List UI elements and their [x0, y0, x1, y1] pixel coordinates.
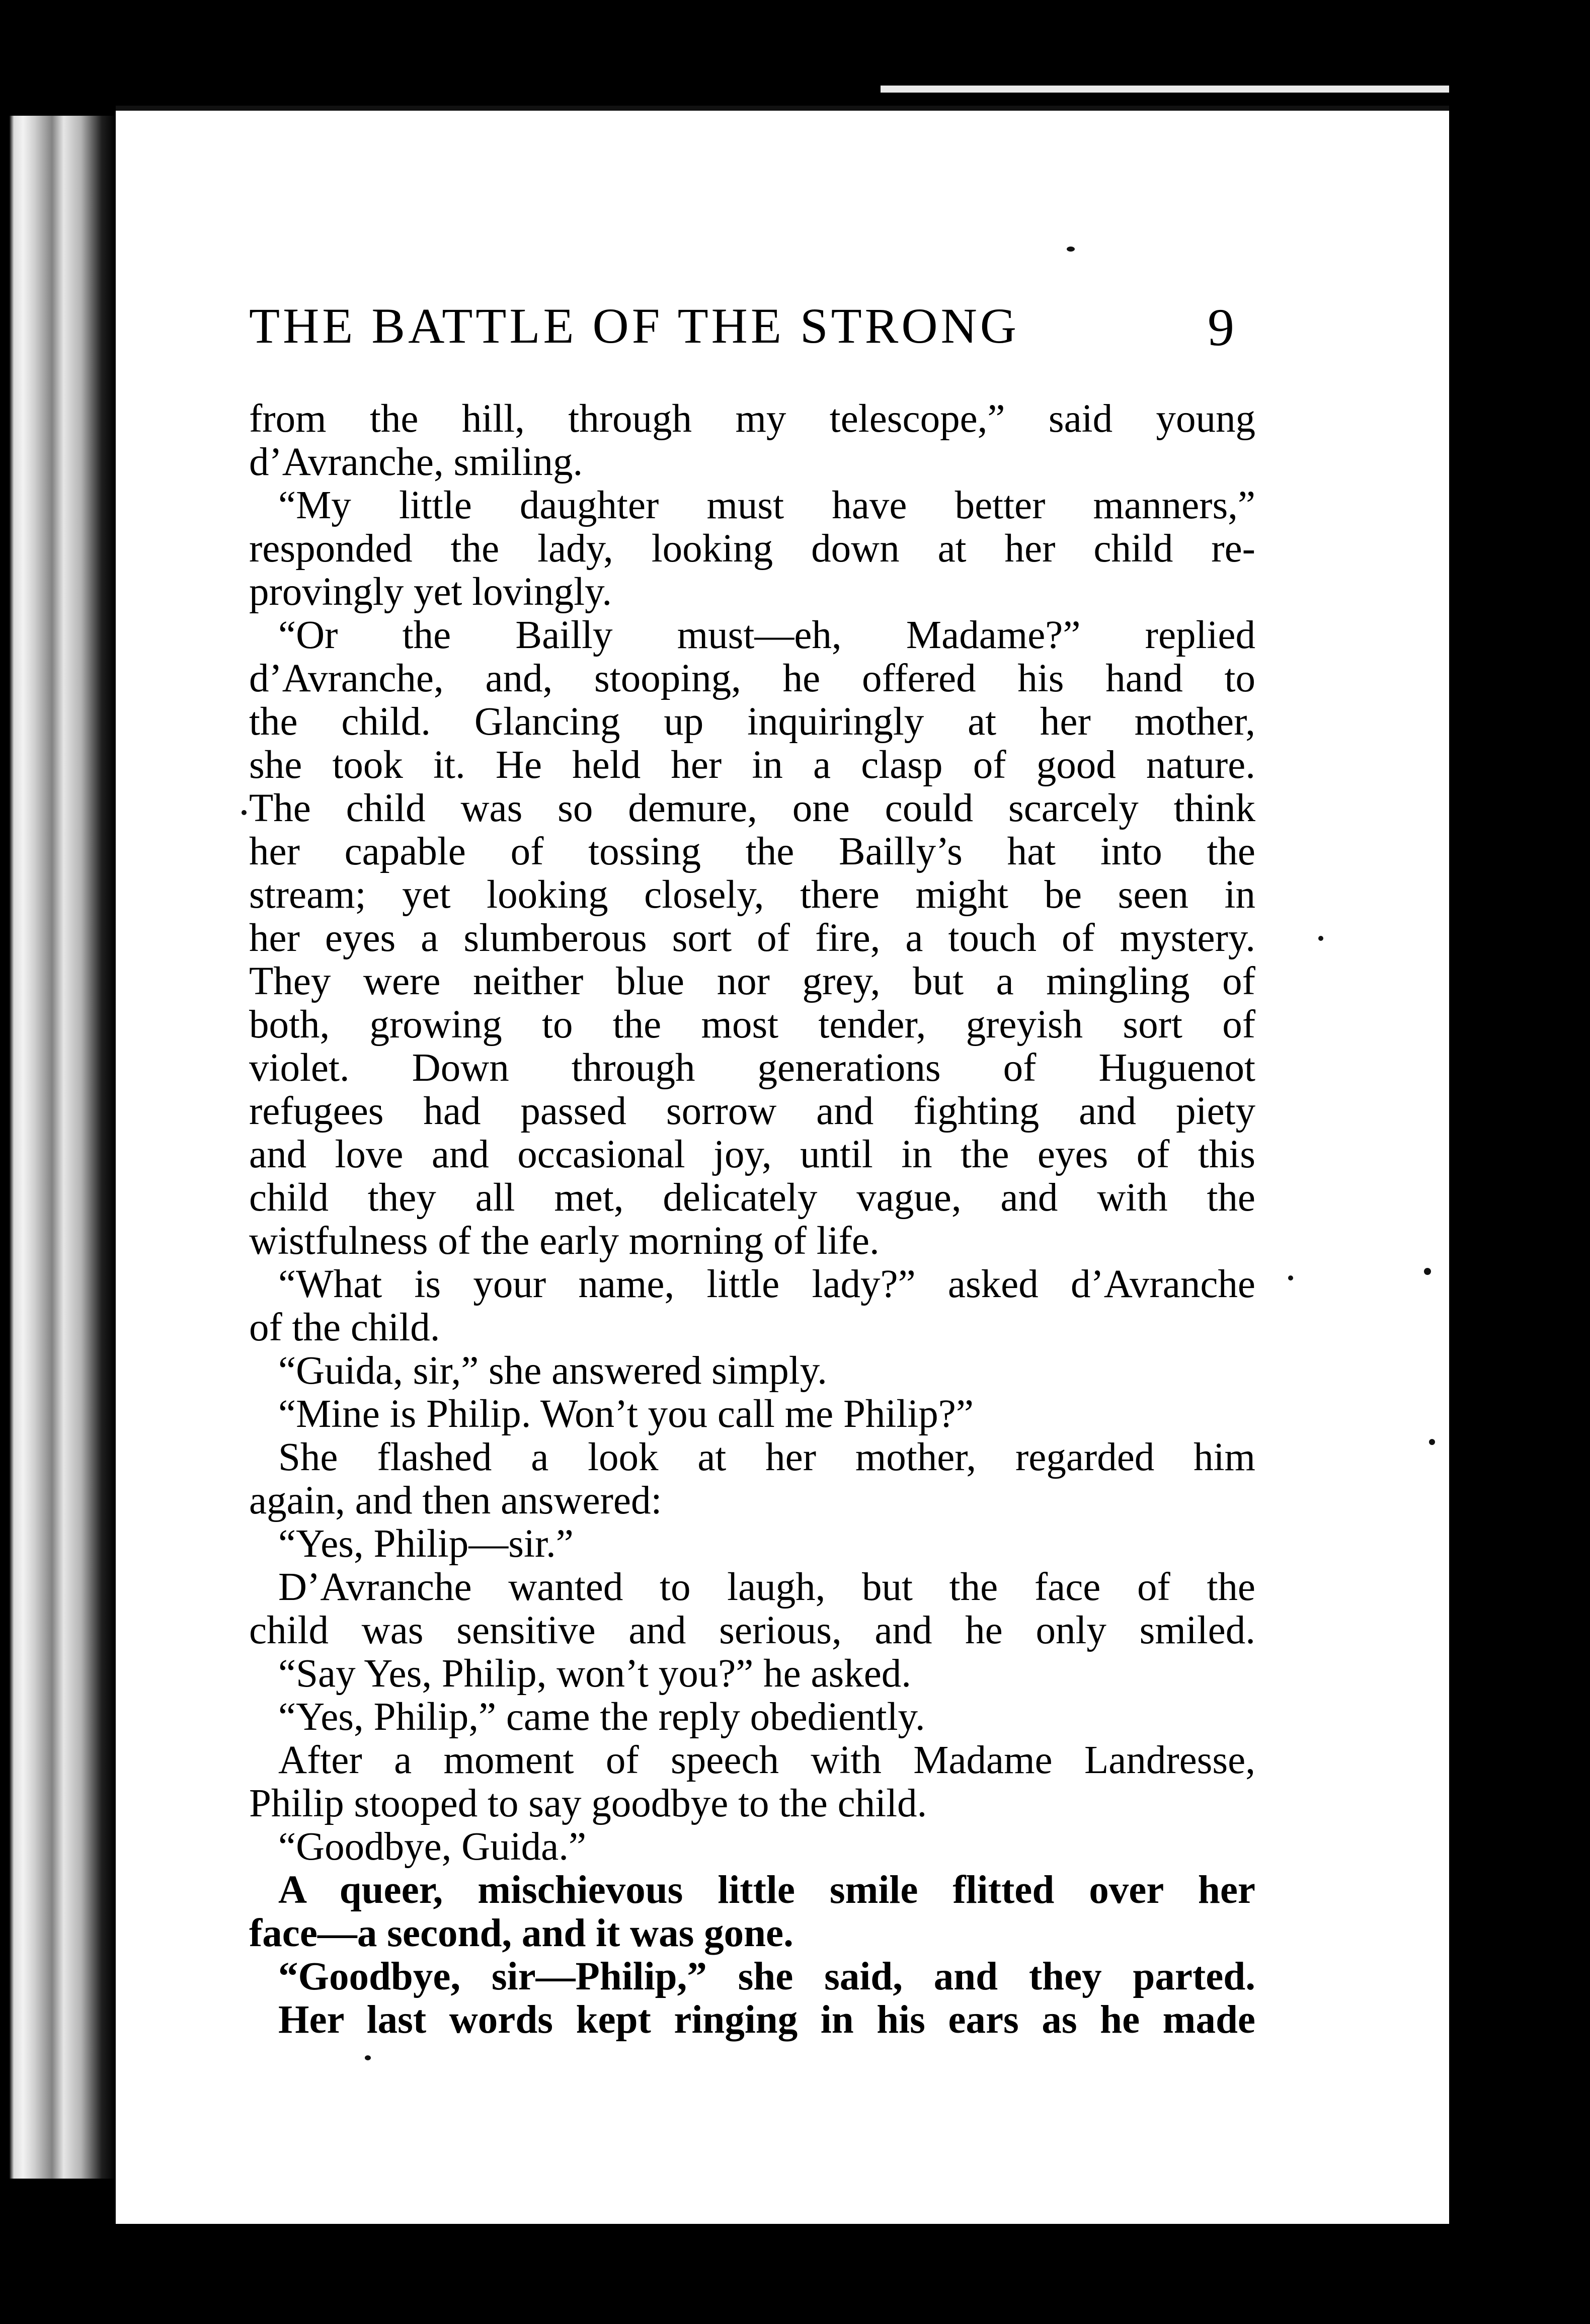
text-line: refugees had passed sorrow and fighting and piety	[249, 1089, 1255, 1133]
scan-speck	[1067, 247, 1075, 252]
text-line: from the hill, through my telescope,” said young	[249, 397, 1255, 441]
text-line: and love and occasional joy, until in the eyes of this	[249, 1133, 1255, 1176]
text-line: A queer, mischievous little smile flitted over her	[278, 1868, 1255, 1912]
text-line: face—a second, and it was gone.	[249, 1911, 793, 1955]
scan-speck	[1429, 1439, 1435, 1445]
text-line: The child was so demure, one could scarcely think	[249, 786, 1255, 830]
body-text	[249, 397, 1255, 2042]
text-line: d’Avranche, smiling.	[249, 440, 583, 484]
text-line: Her last words kept ringing in his ears as he made	[278, 1998, 1255, 2042]
text-line: “Or the Bailly must—eh, Madame?” replied	[278, 613, 1255, 657]
text-line: violet. Down through generations of Huguenot	[249, 1046, 1255, 1090]
text-line: provingly yet lovingly.	[249, 570, 612, 614]
text-line: the child. Glancing up inquiringly at her mother,	[249, 700, 1255, 744]
text-line: both, growing to the most tender, greyish sort of	[249, 1003, 1255, 1047]
text-line: They were neither blue nor grey, but a mingling of	[249, 959, 1255, 1003]
page-top-edge	[881, 86, 1449, 93]
text-line: responded the lady, looking down at her child re-	[249, 527, 1255, 571]
scan-speck	[1288, 1275, 1293, 1280]
text-line: stream; yet looking closely, there might be seen in	[249, 873, 1255, 917]
text-line: her eyes a slumberous sort of fire, a touch of mystery.	[249, 916, 1255, 960]
text-line: “Goodbye, sir—Philip,” she said, and they parted.	[278, 1955, 1255, 1998]
text-line: she took it. He held her in a clasp of good nature.	[249, 743, 1255, 787]
text-line: “What is your name, little lady?” asked d’Avranche	[278, 1262, 1255, 1306]
text-line: “Yes, Philip,” came the reply obediently.	[278, 1695, 925, 1739]
scan-speck	[242, 810, 247, 815]
text-line: of the child.	[249, 1306, 440, 1349]
text-line: D’Avranche wanted to laugh, but the face of the	[278, 1565, 1255, 1609]
text-line: Philip stooped to say goodbye to the child.	[249, 1782, 927, 1825]
running-head: THE BATTLE OF THE STRONG	[249, 298, 1020, 354]
text-line: child was sensitive and serious, and he only smiled.	[249, 1609, 1255, 1652]
text-line: child they all met, delicately vague, and with the	[249, 1176, 1255, 1220]
text-line: “Goodbye, Guida.”	[278, 1825, 587, 1869]
text-line: “My little daughter must have better manners,”	[278, 484, 1255, 527]
page-number: 9	[1208, 298, 1234, 357]
scan-speck	[1424, 1268, 1431, 1275]
text-line: “Mine is Philip. Won’t you call me Philip?”	[278, 1392, 974, 1436]
text-line: “Say Yes, Philip, won’t you?” he asked.	[278, 1652, 912, 1696]
text-line: After a moment of speech with Madame Landresse,	[278, 1738, 1255, 1782]
text-line: d’Avranche, and, stooping, he offered his hand to	[249, 657, 1255, 700]
book-spine	[0, 116, 116, 2179]
text-line: “Yes, Philip—sir.”	[278, 1522, 574, 1566]
scan-speck	[1318, 936, 1323, 941]
text-line: again, and then answered:	[249, 1479, 662, 1522]
text-line: “Guida, sir,” she answered simply.	[278, 1349, 827, 1393]
scan-speck	[365, 2055, 371, 2060]
text-line: her capable of tossing the Bailly’s hat into the	[249, 830, 1255, 873]
text-line: She flashed a look at her mother, regarded him	[278, 1435, 1255, 1479]
text-line: wistfulness of the early morning of life.	[249, 1219, 880, 1263]
